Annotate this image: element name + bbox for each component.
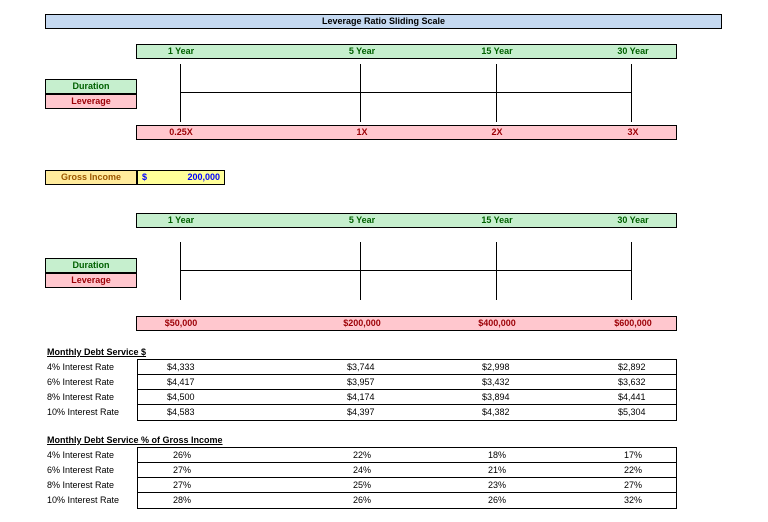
- gross-income-input[interactable]: [137, 170, 225, 185]
- table-cell[interactable]: $3,432: [482, 377, 510, 387]
- duration-label: 5 Year: [348, 46, 376, 56]
- duration-label: 5 Year: [348, 215, 376, 225]
- table-row: [138, 405, 676, 420]
- scale-tick: [360, 64, 361, 122]
- leverage-amount-bar[interactable]: [136, 316, 677, 331]
- table-cell[interactable]: 25%: [352, 480, 372, 490]
- table-cell[interactable]: 27%: [172, 465, 192, 475]
- table-cell[interactable]: $4,333: [167, 362, 195, 372]
- debt-service-pct-table: [137, 447, 677, 509]
- table-cell[interactable]: $4,417: [167, 377, 195, 387]
- leverage-ratio-label: 0.25X: [169, 127, 193, 137]
- table-cell[interactable]: $4,397: [347, 407, 375, 417]
- table-cell[interactable]: 24%: [352, 465, 372, 475]
- table-cell[interactable]: 26%: [172, 450, 192, 460]
- rate-label[interactable]: 6% Interest Rate: [47, 377, 115, 387]
- table-cell[interactable]: $3,894: [482, 392, 510, 402]
- table-cell[interactable]: 22%: [352, 450, 372, 460]
- table-cell[interactable]: $3,744: [347, 362, 375, 372]
- table-cell[interactable]: 21%: [487, 465, 507, 475]
- scale-tick: [360, 242, 361, 300]
- duration-bar-2[interactable]: [136, 213, 677, 228]
- scale-tick: [496, 242, 497, 300]
- leverage-ratio-label: 3X: [627, 127, 639, 137]
- table-row: [138, 360, 676, 375]
- table-cell[interactable]: 28%: [172, 495, 192, 505]
- table-cell[interactable]: 23%: [487, 480, 507, 490]
- table-cell[interactable]: $2,892: [618, 362, 646, 372]
- scale-axis: [180, 92, 632, 93]
- duration-label: 30 Year: [617, 46, 649, 56]
- table-cell[interactable]: $4,583: [167, 407, 195, 417]
- legend-leverage[interactable]: Leverage: [45, 273, 137, 288]
- table-row: [138, 478, 676, 493]
- currency-symbol: $: [142, 172, 148, 182]
- scale-tick: [180, 242, 181, 300]
- table-cell[interactable]: $4,441: [618, 392, 646, 402]
- leverage-amount-label: $200,000: [343, 318, 381, 328]
- duration-label: 15 Year: [481, 215, 513, 225]
- sheet-title[interactable]: Leverage Ratio Sliding Scale: [45, 14, 722, 29]
- table-row: [138, 375, 676, 390]
- duration-label: 1 Year: [167, 215, 195, 225]
- table-cell[interactable]: $3,632: [618, 377, 646, 387]
- leverage-ratio-label: 1X: [356, 127, 368, 137]
- rate-label[interactable]: 4% Interest Rate: [47, 450, 115, 460]
- table-cell[interactable]: 26%: [487, 495, 507, 505]
- rate-label[interactable]: 8% Interest Rate: [47, 392, 115, 402]
- table-cell[interactable]: $4,174: [347, 392, 375, 402]
- scale-tick: [631, 242, 632, 300]
- table-cell[interactable]: 22%: [623, 465, 643, 475]
- table-cell[interactable]: $2,998: [482, 362, 510, 372]
- rate-label[interactable]: 6% Interest Rate: [47, 465, 115, 475]
- rate-label[interactable]: 8% Interest Rate: [47, 480, 115, 490]
- debt-service-table: [137, 359, 677, 421]
- scale-tick: [180, 64, 181, 122]
- legend-leverage[interactable]: Leverage: [45, 94, 137, 109]
- scale-tick: [496, 64, 497, 122]
- table-cell[interactable]: $5,304: [618, 407, 646, 417]
- table-cell[interactable]: 32%: [623, 495, 643, 505]
- leverage-amount-label: $50,000: [164, 318, 198, 328]
- table-cell[interactable]: 27%: [623, 480, 643, 490]
- leverage-ratio-label: 2X: [491, 127, 503, 137]
- scale-axis: [180, 270, 632, 271]
- table-row: [138, 493, 676, 508]
- duration-label: 15 Year: [481, 46, 513, 56]
- legend-duration[interactable]: Duration: [45, 79, 137, 94]
- table-cell[interactable]: 27%: [172, 480, 192, 490]
- table-cell[interactable]: 17%: [623, 450, 643, 460]
- leverage-ratio-bar[interactable]: [136, 125, 677, 140]
- table-cell[interactable]: $4,382: [482, 407, 510, 417]
- debt-service-pct-title[interactable]: Monthly Debt Service % of Gross Income: [47, 435, 223, 445]
- table-cell[interactable]: $3,957: [347, 377, 375, 387]
- table-row: [138, 448, 676, 463]
- duration-label: 30 Year: [617, 215, 649, 225]
- gross-income-label[interactable]: Gross Income: [45, 170, 137, 185]
- table-cell[interactable]: 26%: [352, 495, 372, 505]
- leverage-amount-label: $600,000: [614, 318, 652, 328]
- debt-service-title[interactable]: Monthly Debt Service $: [47, 347, 147, 357]
- rate-label[interactable]: 10% Interest Rate: [47, 407, 120, 417]
- duration-bar-1[interactable]: [136, 44, 677, 59]
- table-row: [138, 463, 676, 478]
- duration-label: 1 Year: [167, 46, 195, 56]
- rate-label[interactable]: 10% Interest Rate: [47, 495, 120, 505]
- gross-income-value: 200,000: [187, 172, 220, 182]
- leverage-amount-label: $400,000: [478, 318, 516, 328]
- table-row: [138, 390, 676, 405]
- table-cell[interactable]: 18%: [487, 450, 507, 460]
- rate-label[interactable]: 4% Interest Rate: [47, 362, 115, 372]
- scale-tick: [631, 64, 632, 122]
- legend-duration[interactable]: Duration: [45, 258, 137, 273]
- table-cell[interactable]: $4,500: [167, 392, 195, 402]
